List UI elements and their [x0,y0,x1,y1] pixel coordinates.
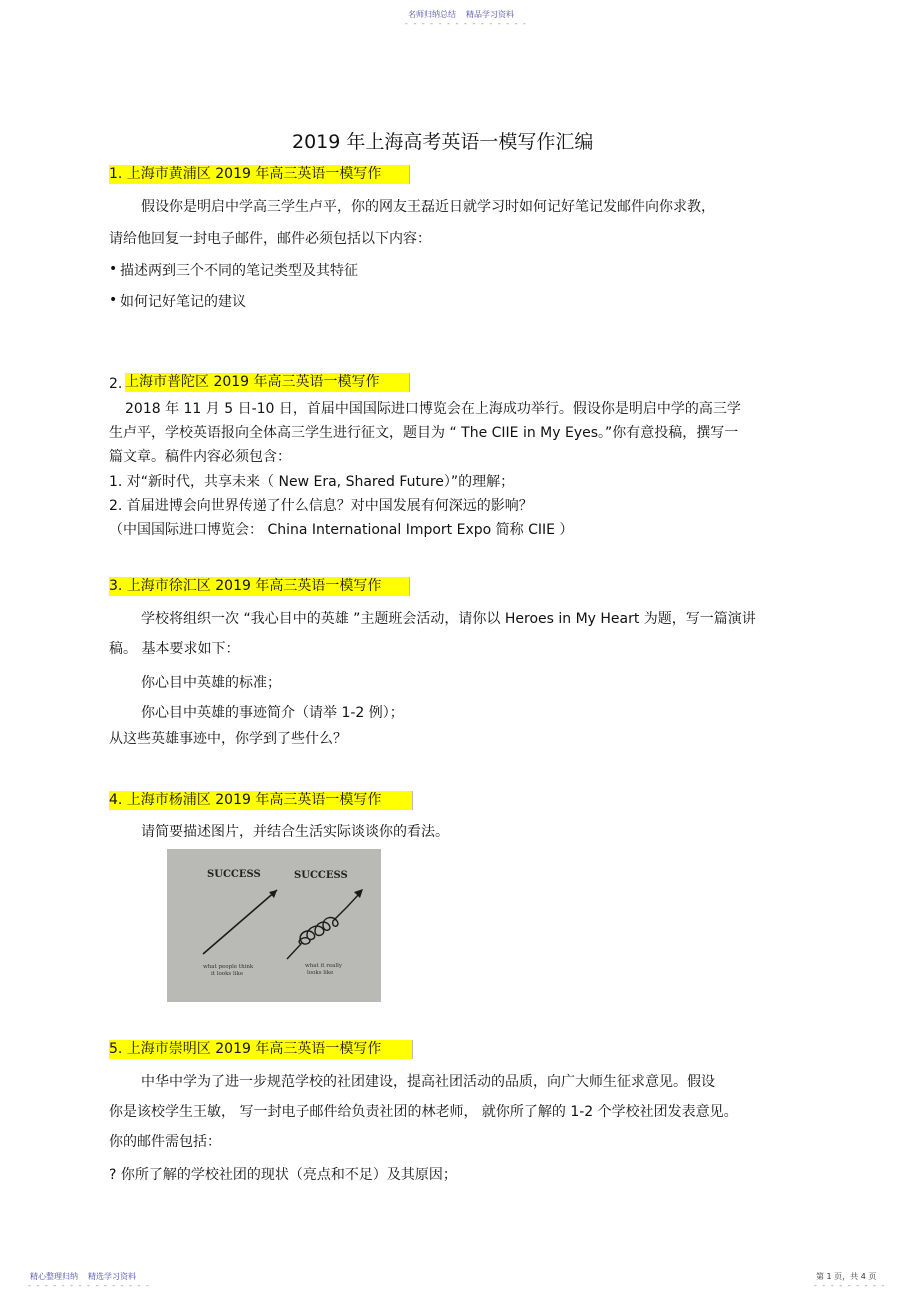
success-illustration-drawing [167,849,381,1002]
text-line: 假设你是明启中学高三学生卢平，你的网友王磊近日就学习时如何记好笔记发邮件向你求教， [141,199,715,215]
right-success-title: SUCCESS [294,870,348,881]
section-heading-xuhui: 3. 上海市徐汇区 2019 年高三英语一模写作 [109,577,410,596]
text-line: 学校将组织一次 “我心目中的英雄 ”主题班会活动，请你以 Heroes in My Heart 为题，写一篇演讲 [141,611,756,627]
text-line: 描述两到三个不同的笔记类型及其特征 [120,263,358,279]
arrow-head-icon [354,889,363,898]
bullet-icon: • [109,292,118,308]
text-line: 2. 首届进博会向世界传递了什么信息？对中国发展有何深远的影响？ [109,498,533,514]
section-heading-yangpu: 4. 上海市杨浦区 2019 年高三英语一模写作 [109,791,413,810]
section-heading-putuo: 上海市普陀区 2019 年高三英语一模写作 [125,373,410,392]
footer-page-dots: - - - - - - - - - [814,1281,886,1290]
text-line: 稿。 基本要求如下： [109,641,240,657]
footer-left-label: 精心整理归纳 [30,1272,78,1281]
page-number: 第 1 页，共 4 页 [816,1272,877,1281]
section-heading-huangpu: 1. 上海市黄浦区 2019 年高三英语一模写作 [109,165,410,184]
text-line: ? 你所了解的学校社团的现状（亮点和不足）及其原因； [109,1167,457,1183]
right-caption-line: what it really [305,963,342,969]
text-line: 你是该校学生王敏， 写一封电子邮件给负责社团的林老师， 就你所了解的 1-2 个学校社团发表意见。 [109,1104,738,1120]
text-line: 从这些英雄事迹中，你学到了些什么？ [109,731,347,747]
success-illustration [167,849,381,1002]
bullet-icon: • [109,261,118,277]
text-line: 你心目中英雄的事迹简介（请举 1-2 例）； [141,705,404,721]
text-line: 你的邮件需包括： [109,1134,221,1150]
footer-dots: - - - - - - - - - - - - - - - [28,1281,151,1290]
text-line: 篇文章。稿件内容必须包含： [109,449,291,465]
text-line: 生卢平，学校英语报向全体高三学生进行征文，题目为 “ The CIIE in My Eyes。”你有意投稿，撰写一 [109,425,739,441]
text-line: 请给他回复一封电子邮件，邮件必须包括以下内容： [109,231,431,247]
footer-left-label: 精选学习资料 [88,1272,136,1281]
text-line: 请简要描述图片，并结合生活实际谈谈你的看法。 [141,824,449,840]
section-heading-chongming: 5. 上海市崇明区 2019 年高三英语一模写作 [109,1040,413,1059]
header-left-label: 名师归纳总结 [408,10,456,19]
text-line: 你心目中英雄的标准； [141,675,281,691]
text-line: 2018 年 11 月 5 日-10 日，首届中国国际进口博览会在上海成功举行。假设你是明启中学的高三学 [125,401,741,417]
page-title: 2019 年上海高考英语一模写作汇编 [292,131,594,153]
header-dots: - - - - - - - - - - - - - - - [405,19,528,28]
left-caption-line: it looks like [211,971,244,977]
straight-arrow-line [203,890,277,954]
right-caption-line: looks like [307,970,334,976]
text-line: 如何记好笔记的建议 [120,294,246,310]
text-line: 中华中学为了进一步规范学校的社团建设，提高社团活动的品质，向广大师生征求意见。假设 [141,1074,715,1090]
left-success-title: SUCCESS [207,869,261,880]
header-right-label: 精品学习资料 [466,10,514,19]
text-line: 1. 对“新时代，共享未来（ New Era, Shared Future）”的理解； [109,474,515,490]
text-line: （中国国际进口博览会： China International Import Expo 简称 CIIE ） [109,522,574,538]
section-number: 2. [109,376,123,392]
left-caption-line: what people think [203,964,254,970]
squiggly-arrow-line [287,893,360,959]
